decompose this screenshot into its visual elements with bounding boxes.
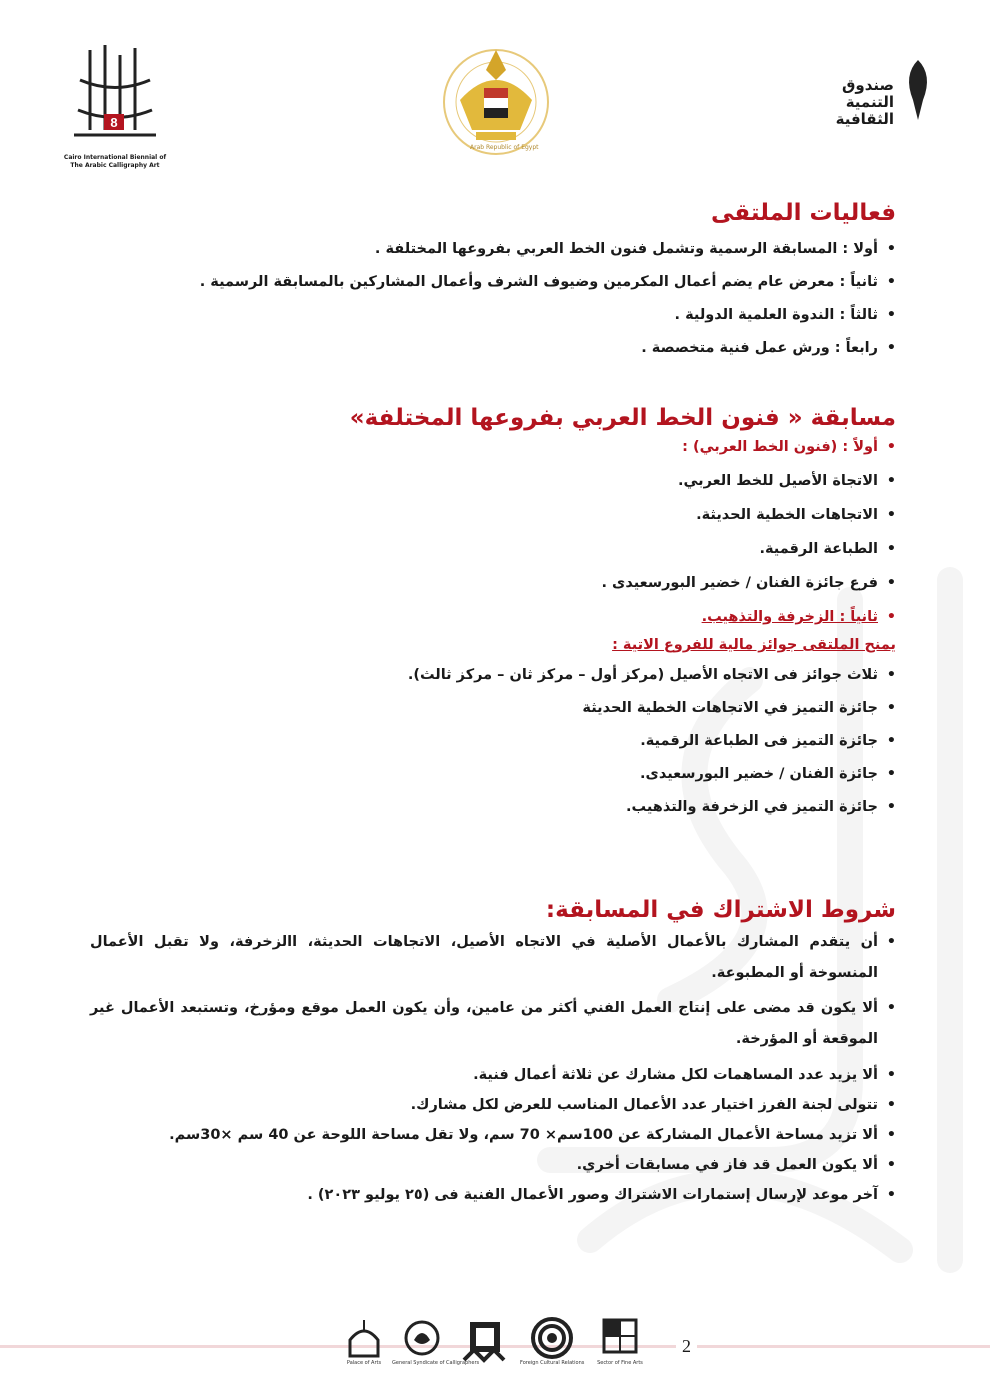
subheading-second: • ثانياً : الزخرفة والتذهيب. (90, 607, 896, 627)
logo-caption: Sector of Fine Arts (597, 1360, 643, 1366)
list-item: • جائزة التميز في الاتجاهات الخطية الحديثة (90, 698, 896, 718)
spiral-icon (530, 1316, 574, 1360)
categories-list (90, 437, 896, 627)
list-item: • ثلاث جوائز فى الاتجاه الأصيل (مركز أول – مركز ثان – مركز ثالث). (90, 665, 896, 685)
list-item: • فرع جائزة الفنان / خضير البورسعيدى . (90, 573, 896, 593)
biennial-logo (60, 40, 170, 180)
list-item: • جائزة التميز في الزخرفة والتذهيب. (90, 797, 896, 817)
logo-caption: General Syndicate of Calligraphers (392, 1360, 480, 1366)
section-title: شروط الاشتراك في المسابقة: (545, 897, 896, 923)
condition-paragraph: • ألا يكون قد مضى على إنتاج العمل الفني أكثر من عامين، وأن يكون العمل موقع ومؤرخ، وتستبعد الأعمال غير الموقعة أو المؤرخة. (90, 993, 896, 1055)
building-icon (460, 1316, 510, 1364)
condition-paragraph: • أن يتقدم المشارك بالأعمال الأصلية في الاتجاه الأصيل، الاتجاهات الحديثة، االزخرفة، ولا تقبل الأعمال المنسوخة أو المطبوعة. (90, 927, 896, 989)
list-item: • ألا تزيد مساحة الأعمال المشاركة عن 100سم× 70 سم، ولا تقل مساحة اللوحة عن 40 سم ×30سم. (90, 1125, 896, 1145)
list-item: • آخر موعد لإرسال إستمارات الاشتراك وصور الأعمال الفنية فى (٢٥ يوليو ٢٠٢٣) . (90, 1185, 896, 1205)
subheading-first: • أولاً : (فنون الخط العربي) : (90, 437, 896, 457)
calligraphy-emblem-icon (60, 40, 170, 150)
logo-caption: Foreign Cultural Relations (520, 1360, 585, 1366)
logo-caption: Palace of Arts (346, 1360, 382, 1366)
list-item: • ثالثاً : الندوة العلمية الدولية . (90, 305, 896, 325)
prizes-list (90, 665, 896, 817)
cultural-fund-logo (828, 55, 938, 155)
conditions-list (90, 1065, 896, 1205)
dome-icon (344, 1316, 384, 1360)
palace-of-arts-logo (344, 1316, 384, 1366)
list-item: • تتولى لجنة الفرز اختيار عدد الأعمال المناسب للعرض لكل مشارك. (90, 1095, 896, 1115)
section-conditions (90, 897, 896, 1205)
foreign-relations-logo (520, 1316, 585, 1366)
emblem-caption: Arab Republic of Egypt (470, 144, 539, 151)
section-title: فعاليات الملتقى (711, 200, 896, 226)
list-item: • ألا يكون العمل قد فاز في مسابقات أخري. (90, 1155, 896, 1175)
list-item: • الطباعة الرقمية. (90, 539, 896, 559)
list-item: • جائزة الفنان / خضير البورسعيدى. (90, 764, 896, 784)
egypt-emblem (440, 40, 552, 162)
page-number: 2 (676, 1336, 697, 1357)
biennial-caption: Cairo International Biennial of The Arabic Calligraphy Art (63, 154, 167, 169)
eagle-head-icon (486, 50, 506, 80)
section-events (90, 200, 896, 358)
events-list (90, 239, 896, 358)
fund-name: صندوق التنمية الثقافية (835, 76, 894, 128)
list-item: • الاتجاة الأصيل للخط العربي. (90, 471, 896, 491)
prizes-heading: يمنح الملتقى جوائز مالية للفروع الاتية : (612, 637, 896, 653)
list-item: • رابعاً : ورش عمل فنية متخصصة . (90, 338, 896, 358)
arts-sector-logo (460, 1316, 510, 1364)
section-competition (90, 405, 896, 817)
list-item: • أولا : المسابقة الرسمية وتشمل فنون الخط العربي بفروعها المختلفة . (90, 239, 896, 259)
list-item: • ثانياً : معرض عام يضم أعمال المكرمين وضيوف الشرف وأعمال المشاركين بالمسابقة الرسمية . (90, 272, 896, 292)
list-item: • جائزة التميز فى الطباعة الرقمية. (90, 731, 896, 751)
logo-number: 8 (110, 115, 118, 130)
grid-square-icon (600, 1316, 640, 1360)
quill-icon (898, 55, 938, 125)
list-item: • ألا يزيد عدد المساهمات لكل مشارك عن ثلاثة أعمال فنية. (90, 1065, 896, 1085)
fine-arts-sector-logo (597, 1316, 643, 1366)
section-title: مسابقة « فنون الخط العربي بفروعها المختلفة» (349, 405, 896, 431)
list-item: • الاتجاهات الخطية الحديثة. (90, 505, 896, 525)
calligraphers-syndicate-logo (392, 1316, 480, 1366)
syndicate-seal-icon (402, 1316, 442, 1360)
